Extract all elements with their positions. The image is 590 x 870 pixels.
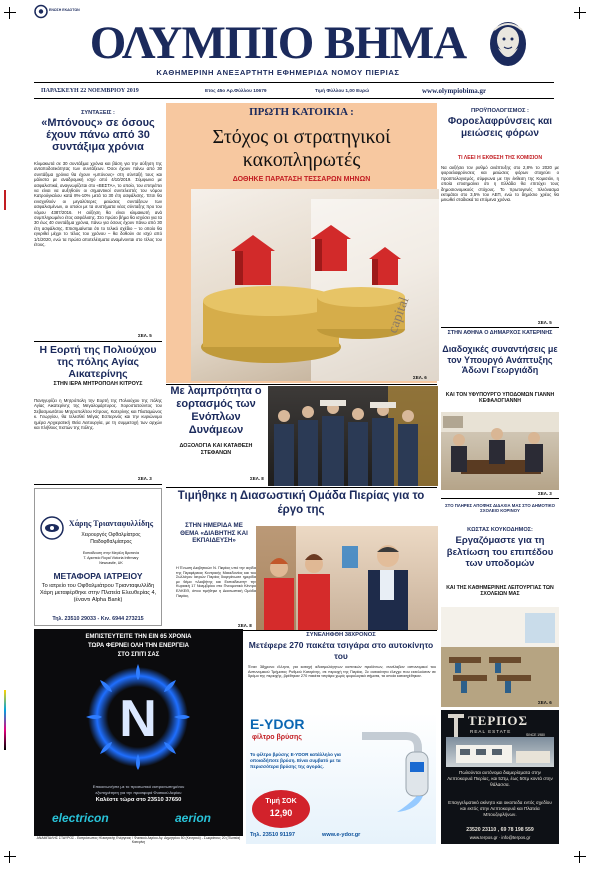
ad-gas-footer: ΑΝΑΜΠΑΛΗΣ ΣΤΑΥΡΟΣ - Εκπρόσωπος Ηλεκτρικής Ενέργειας / Φυσικού Αερίου Αγ. Δημητρίου 50 (Κεντρικό) - Σωκράτους 20 (Πλατεία) Κατερίνη [34,836,243,844]
right1-headline: Φοροελαφρύνσεις και μειώσεις φόρων [447,116,553,139]
rescue-photo [256,526,438,630]
registration-mark [4,7,16,19]
issue-number: Ετος 45ο Αρ.Φύλλου 10679 [205,89,267,94]
lead-subhead: ΔΟΘΗΚΕ ΠΑΡΑΤΑΣΗ ΤΕΣΣΑΡΩΝ ΜΗΝΩΝ [232,176,371,183]
right2-photo-meeting [441,412,559,490]
column-rule [34,484,162,485]
ad-doctor-cv1: Εκπαίδευση στην Μεγάλη Βρετανία [82,551,140,555]
color-bar [4,690,6,750]
ad-terpos-text2: Επαγγελματικό ακίνητο και οικοπεδα εντός σχεδίου και εκτός στην Λεπτοκαρυά και Πλατεία Μπουζεφλήνων. [448,800,552,817]
left-story1-kicker: ΣΥΝΤΑΞΕΙΣ : [81,110,115,116]
right3-photo-classroom [441,607,559,707]
masthead-title: ΟΛΥΜΠΙΟ ΒΗΜΑ [89,17,467,69]
rescue-subhead: ΣΤΗΝ ΗΜΕΡΙΔΑ ΜΕ ΘΕΜΑ «ΔΙΑΒΗΤΗΣ ΚΑΙ ΕΚΠΑΙΔΕΥΣΗ» [180,522,248,544]
ad-doctor-text: Το ιατρείο του Οφθαλμιάτρου Τριανταφυλλίδη Χάρη μεταφέρθηκε στην Πλατεία Ελευθερίας 4, (έναντι Alpha Bank) [39,583,157,603]
ad-terpos-photo [446,737,554,767]
svg-text:N: N [119,690,157,748]
registration-mark [4,851,16,863]
column-rule [441,327,559,328]
armed-forces-page: ΣΕΛ. 8 [250,476,264,481]
gas-flame-icon [78,662,198,772]
rescue-page: ΣΕΛ. 8 [238,623,252,628]
right2-kicker: ΣΤΗΝ ΑΘΗΝΑ Ο ΔΗΜΑΡΧΟΣ ΚΑΤΕΡΙΝΗΣ [447,330,553,336]
logo-badge-text: ΕΝΩΣΗ ΕΚΔΟΤΩΝ [49,8,80,12]
left-story2-subhead: ΣΤΗΝ ΙΕΡΑ ΜΗΤΡΟΠΟΛΗ ΚΙΤΡΟΥΣ [53,381,143,387]
lead-photo-houses-coins [191,189,439,381]
ad-terpos-since: SINCE 1980 [526,733,545,737]
ad-gas-line3: ΣΤΟ ΣΠΙΤΙ ΣΑΣ [117,652,160,658]
ad-doctor-cv3: Newcastle, UK [99,561,123,565]
column-rule [166,487,437,488]
ad-terpos-phone: 23520 23110 , 69 78 198 559 [466,827,534,833]
lead-headline: Στόχος οι στρατηγικοί κακοπληρωτές [212,126,391,171]
left-story1-headline: «Μπόνους» σε όσους έχουν πάνω από 30 συντάξιμα χρόνια [41,117,155,153]
right1-subhead: ΤΙ ΛΕΕΙ Η ΕΚΘΕΣΗ ΤΗΣ ΚΟΜΙΣΙΟΝ [457,155,543,161]
ad-doctor-phone: Τηλ. 23510 29033 - Κιν. 6944 273215 [52,616,144,622]
ad-gas-phone: Καλέστε τώρα στο 23510 37650 [95,797,182,803]
column-rule [34,341,162,342]
ad-doctor-cv2: Τ. Αριστείο Royal Victoria Infirmary [83,556,139,560]
masthead-tagline: ΚΑΘΗΜΕΡΙΝΗ ΑΝΕΞΑΡΤΗΤΗ ΕΦΗΜΕΡΙΔΑ ΝΟΜΟΥ ΠΙΕΡΙΑΣ [156,68,400,77]
ad-filter-price: 12,90 [269,808,293,818]
right3-headline: Εργαζόμαστε για τη βελτίωση του επιπέδου των υποδομών [446,535,554,569]
cigarettes-body: Έναν 38χρονο έλληνα, για κατοχή αδασμολόγητων καπνικών προϊόντων, συνέλαβαν αστυνομικοί του Αστυνομικού Τμήματος Ρυθμού Κατερίνης, σε περιοχή της Πιερίας. Σε αυτοκίνητο έλεγχο που εκτελούσαν σε δρόμο της περιοχής, βρέθηκαν 270 πακέτα τσιγάρα χωρίς φορολογικά σήματα, τα οποία κατασχέθηκαν. [248,665,436,679]
ad-filter-web[interactable]: www.e-ydor.gr [322,832,361,838]
armed-forces-headline: Με λαμπρότητα ο εορτασμός των Ενόπλων Δυνάμεων [170,385,262,436]
left-story2-page: ΣΕΛ. 3 [138,476,152,481]
ad-gas-brand2: aerion [175,811,212,825]
ad-terpos-web[interactable]: www.terpos.gr · info@terpos.gr [469,835,531,840]
ad-doctor-title2: Παιδοφθαλμίατρος [90,539,132,545]
zeus-head-logo [486,20,530,70]
cigarettes-headline: Μετέφερε 270 πακέτα τσιγάρα στο αυτοκίνητο του [248,640,434,661]
ad-filter-blurb: Το φίλτρο βρύσης E-YDOR κατάλληλο για οποιαδήποτε βρύση. Είναι συμβατό με τα περισσότερα βρύσης της αγοράς. [250,752,341,769]
ad-doctor-banner: ΜΕΤΑΦΟΡΑ ΙΑΤΡΕΙΟΥ [53,571,143,581]
right1-kicker: ΠΡΟΫΠΟΛΟΓΙΣΜΟΣ : [471,108,529,114]
masthead-rule [34,82,554,83]
ad-terpos-sub: REAL ESTATE [470,729,512,734]
right1-page: ΣΕΛ. 5 [538,320,552,325]
left-story1-page: ΣΕΛ. 5 [138,333,152,338]
ad-terpos-text1: Πωλούνται αυτόνομα διαμερίσματα στην Λεπτοκαρυά Πιερίας, και 52τμ, έως 50τμ κοντά στην θάλασσα. [447,770,553,787]
website-url[interactable]: www.olympiobima.gr [422,87,487,95]
svg-text:capital: capital [385,295,413,336]
right2-page: ΣΕΛ. 3 [538,491,552,496]
ad-doctor-name: Χάρης Τριανταφυλλίδης [68,519,154,528]
masthead-rule-bottom [34,98,554,99]
ad-filter-price-label: Τιμή ΣΟΚ [265,798,297,805]
ad-terpos-brand: ΤΕΡΠΟΣ [468,713,529,728]
ad-gas-line1: ΕΜΠΙΣΤΕΥΤΕΙΤΕ ΤΗΝ ΕΙΝ 65 ΧΡΟΝΙΑ [85,634,192,640]
right2-headline: Διαδοχικές συναντήσεις με τον Υπουργό Ανάπτυξης Άδωνι Γεωργιάδη [442,344,558,375]
armed-forces-subhead: ΔΟΞΟΛΟΓΙΑ ΚΑΙ ΚΑΤΑΘΕΣΗ ΣΤΕΦΑΝΩΝ [179,443,253,456]
ad-gas-small1: Επικοινωνήστε με το προσωπικό εκπροσωπημένου [92,784,185,789]
faucet-filter-icon [358,716,436,816]
color-bar [4,190,6,210]
armed-forces-photo [268,386,438,486]
left-story2-body: Πανηγυρίζει η Μητρόπολη την Εορτή της Πολιούχου της πόλης Αγίας Αικατερίνης της Μεγαλομάρτυρος. Χοροστατούντος του Σεβασμιωτάτου Μητροπολίτου Κίτρους, Κατερίνης και Πλαταμώνος κ. Γεωργίου, θα τελεσθεί Μέγας Εσπερινός και την κυριώνυμο ημέρα Αρχιερατική Θεία Λειτουργία, με τη συμμετοχή των αρχών και πλήθους πιστών της πόλης. [34,398,162,431]
ad-filter-phone: Τηλ. 23510 91197 [250,832,295,838]
ad-filter-brand: E-YDOR [250,716,305,732]
right3-page: ΣΕΛ. 6 [538,700,552,705]
ad-doctor-title1: Χειρουργός Οφθαλμίατρος [81,532,141,538]
right3-kicker: ΣΤΟ ΠΛΗΡΕΣ ΑΠΟΦΗΣ ΔΙΔΑΧΙΑ ΜΑΣ ΣΤΟ ΔΗΜΟΤΙΚΟ ΣΧΟΛΕΙΟ ΚΟΡΙΝΟΥ [445,503,555,514]
ad-gas-brand1: electricon [52,811,109,825]
right3-kicker2: ΚΩΣΤΑΣ ΚΟΥΚΟΔΗΜΟΣ: [467,527,533,533]
cigarettes-kicker: ΣΥΝΕΛΗΦΘΗ 38ΧΡΟΝΟΣ [306,632,376,638]
right2-subhead: ΚΑΙ ΤΟΝ ΥΦΥΠΟΥΡΓΟ ΥΠΟΔΟΜΩΝ ΓΙΑΝΝΗ ΚΕΦΑΛΟΓΙΑΝΝΗ [445,392,555,405]
lead-page: ΣΕΛ. 6 [413,375,427,380]
ad-gas-small2: εξυπηρέτηση για την προσφορά Φυσικού Αερίου [95,790,182,795]
issue-date: ΠΑΡΑΣΚΕΥΗ 22 ΝΟΕΜΒΡΙΟΥ 2019 [41,88,139,94]
registration-mark [574,851,586,863]
eie-logo [34,4,80,19]
left-story1-body: Κλιμακωτά σε 30 συντάξιμα χρόνια και βάση για την αύξηση της ανταποδοτικότητας των συντάξεων. Όσοι έχουν πάνω από 30 συντάξιμα χρόνια θα έχουν «μπόνους» στη σύνταξή τους και μάλιστα με αναδρομική ισχύ από 4/10/2019. Σύμφωνα με ασφαλιστικά, αναγνωρίζεται στο «ΒΕΣΤΑ», το οποίο, του επιτρέπει να είναι να αυξηθούν οι σημαντικοί συντελεστές του νόμου Κατρούγκαλου κατά 8%-10% μετά τα 30 έτη ασφάλισης. Έτσι θα ενισχυθούν οι μεγαλύτερες μειώσεις συντάξεων των ασφαλισμένων, οι οποίοι με τα συστήματα νέας σύνταξης προ του νόμου 4387/2016. Η αύξηση θα είναι κλιμακωτή ανά συμπληρωμένο έτος ασφάλισης. Στο πρώτο βήμα θα ισχύσει για τα 30 έως 40 συντάξιμα χρόνια, πάνω για όσους έχουν πάνω από 30 έτη ασφάλισης. Επισημαίνεται ότι το τελικό σχέδιο – το οποίο θα εγκριθεί μέχρι το τέλος του χρόνου – θα δοθούν σε ισχύ από 1/1/2020, ενώ τα πρώτα αποτελέσματα αναμένονται στο τέλος του έτους. [34,161,162,248]
registration-mark [574,7,586,19]
column-rule [441,498,559,499]
rescue-headline: Τιμήθηκε η Διασωστική Ομάδα Πιερίας για το έργο της [177,490,425,516]
right3-subhead: ΚΑΙ ΤΗΣ ΚΑΘΗΜΕΡΙΝΗΣ ΛΕΙΤΟΥΡΓΙΑΣ ΤΩΝ ΣΧΟΛΕΙΩΝ ΜΑΣ [446,585,554,598]
ad-filter-product: φίλτρο βρύσης [252,734,302,741]
ad-gas-line2: ΤΩΡΑ ΦΕΡΝΕΙ ΟΛΗ ΤΗΝ ΕΝΕΡΓΕΙΑ [88,643,189,649]
left-story2-headline: Η Εορτή της Πολιούχου της πόλης Αγίας Αικατερίνης [39,344,157,380]
issue-price: Τιμή Φύλλου 1,00 Ευρώ [315,89,370,94]
lead-banner: ΠΡΩΤΗ ΚΑΤΟΙΚΙΑ : [249,106,354,118]
right1-body: Να αυξήσει τον ρυθμό ανάπτυξης στο 2,8% το 2020 με φοροελαφρύνσεις και μειώσεις φόρων στοχεύει ο προϋπολογισμός, σύμφωνα με την έκθεση της Κομισιόν, η οποία επισημαίνει ότι η Ελλάδα θα επιτύχει τους δημοσιονομικούς στόχους. Το πρωτογενές πλεόνασμα εκτιμάται στο 3,5% του ΑΕΠ, ενώ το δημόσιο χρέος θα μειωθεί σταδιακά τα επόμενα χρόνια. [441,165,559,203]
rescue-body: Η Ένωση Διαβητικών Ν. Πιερίας υπό την αιγίδα της Περιφέρειας Κεντρικής Μακεδονίας και του Συλλόγου Ιατρών Πιερίας διοργάνωσε ημερίδα με θέμα «Διαβήτης και Εκπαίδευση» την Κυριακή 17 Νοεμβρίου στο Πνευματικό Κέντρο ΕΛΚΕΘ, όπου τιμήθηκε η Διασωστική Ομάδα Πιερίας. [176,566,256,598]
